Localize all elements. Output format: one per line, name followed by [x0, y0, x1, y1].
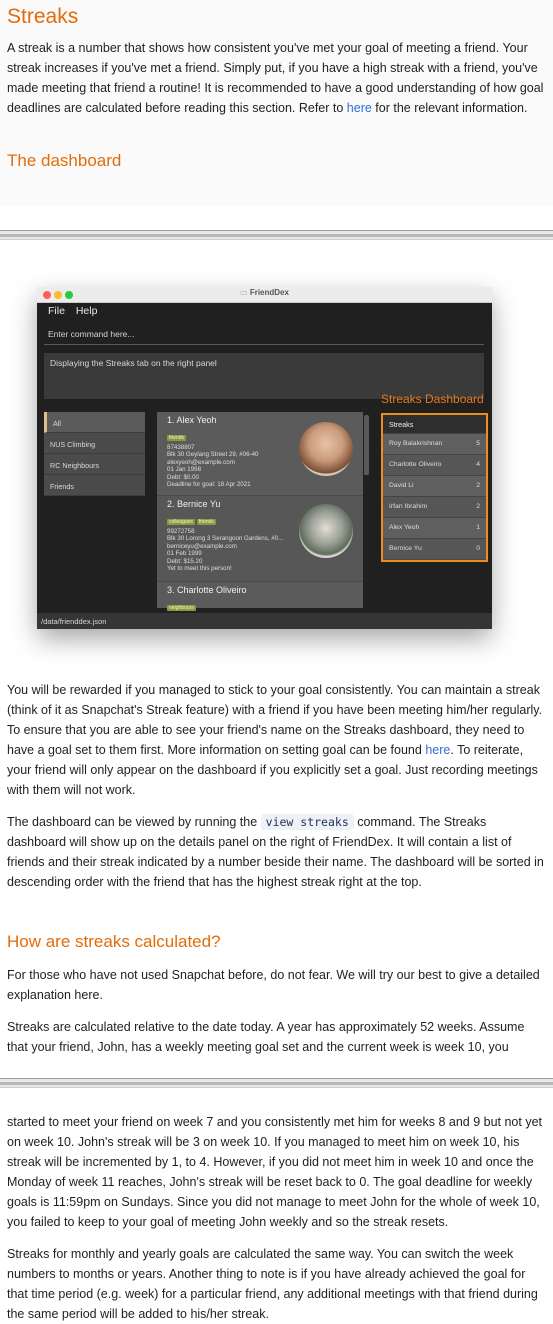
- window-title: [37, 288, 492, 297]
- person-address: Blk 30 Lorong 3 Serangoon Gardens, #0...: [167, 535, 284, 543]
- status-bar-file-path: /data/frienddex.json: [37, 613, 492, 629]
- streak-friend-name: Bernice Yu: [389, 545, 422, 552]
- person-goal-status: Yet to meet this person!: [167, 565, 232, 573]
- section-streaks: [0, 0, 553, 172]
- rewards-text-end: . To reiterate, your friend will only appear on the dashboard if you explicitly set a goal. Just recording meetings with them will not work.: [7, 743, 538, 797]
- streak-count: 1: [476, 524, 480, 531]
- streak-count: 2: [476, 503, 480, 510]
- frienddex-window: [37, 287, 492, 629]
- streak-friend-name: Charlotte Oliveiro: [389, 461, 442, 468]
- person-card[interactable]: [157, 412, 363, 496]
- rewards-paragraph: [7, 680, 546, 800]
- view-streaks-command: view streaks: [261, 814, 354, 830]
- person-name: 2. Bernice Yu: [167, 499, 221, 509]
- dashboard-heading: The dashboard: [7, 151, 122, 170]
- streak-row: [383, 454, 486, 475]
- person-goal-deadline: Deadline for goal: 18 Apr 2021: [167, 481, 251, 489]
- streak-friend-name: Roy Balakrishnan: [389, 440, 443, 447]
- person-email: berniceyu@example.com: [167, 542, 237, 550]
- intro-text: A streak is a number that shows how consistent you've met your goal of meeting a friend. Your streak increases if you've met a friend. Simply put, if you have a high streak with a friend, you've made meeting that friend a routine! It is recommended to have a good understanding of how goal deadlines are calculated before reading this section. Refer to: [7, 41, 544, 115]
- streak-row: [383, 475, 486, 496]
- streak-row: [383, 433, 486, 454]
- command-input[interactable]: Enter command here...: [44, 325, 484, 345]
- person-name: 3. Charlotte Oliveiro: [167, 585, 247, 595]
- view-command-text-end: command. The Streaks dashboard will show up on the details panel on the right of FriendDex. It will contain a list of friends and their streak indicated by a number beside their name. The dashboard will be sorted in descending order with the friend that has the highest streak right at the top.: [7, 815, 544, 889]
- person-email: alexyeoh@example.com: [167, 458, 235, 466]
- streak-count: 0: [476, 545, 480, 552]
- view-command-paragraph: [7, 812, 546, 892]
- streak-friend-name: David Li: [389, 482, 414, 489]
- streak-row: [383, 517, 486, 538]
- person-name: 1. Alex Yeoh: [167, 415, 217, 425]
- tag-badge: colleagues: [169, 519, 193, 525]
- view-command-text: The dashboard can be viewed by running the: [7, 815, 261, 829]
- person-birthday: 01 Jan 1998: [167, 466, 202, 474]
- filter-item-all[interactable]: All: [44, 412, 145, 433]
- avatar: [299, 422, 353, 476]
- intro-text-end: for the relevant information.: [371, 101, 528, 115]
- other-goals-paragraph: Streaks for monthly and yearly goals are calculated the same way. You can switch the week numbers to months or years. Another thing to note is if you have already achieved the goal for that time period (e.g. week) for a particular friend, any additional meetings with that friend during the same period will be added to his/her streak.: [7, 1247, 538, 1321]
- tag-badge: friends: [169, 435, 185, 441]
- person-card[interactable]: [157, 582, 363, 617]
- calculation-heading: How are streaks calculated?: [7, 932, 221, 951]
- menu-bar: [37, 303, 492, 319]
- person-phone: 99272758: [167, 528, 195, 535]
- streak-friend-name: Irfan Ibrahim: [389, 503, 428, 510]
- filter-item-nus-climbing[interactable]: NUS Climbing: [44, 433, 145, 454]
- folder-icon: ▭: [240, 288, 250, 297]
- window-titlebar: [37, 287, 492, 303]
- page-title: Streaks: [7, 5, 79, 28]
- avatar: [299, 504, 353, 558]
- streak-count: 5: [476, 440, 480, 447]
- filter-item-rc-neighbours[interactable]: RC Neighbours: [44, 454, 145, 475]
- person-phone: 87438807: [167, 444, 195, 451]
- person-address: Blk 30 Geylang Street 29, #06-40: [167, 451, 259, 459]
- calculation-paragraph: Streaks are calculated relative to the date today. A year has approximately 52 weeks. Assume that your friend, John, has a weekly meeting goal set and the current week is week 10, you: [7, 1020, 525, 1054]
- page-divider: [0, 1078, 553, 1088]
- intro-paragraph: [7, 38, 546, 118]
- person-birthday: 01 Feb 1999: [167, 550, 202, 558]
- window-title-text: FriendDex: [249, 288, 289, 297]
- streak-friend-name: Alex Yeoh: [389, 524, 420, 531]
- streaks-dashboard-title: Streaks Dashboard: [381, 392, 484, 406]
- person-list: [157, 412, 363, 611]
- tag-badge: neighbours: [169, 605, 194, 611]
- filter-item-friends[interactable]: Friends: [44, 475, 145, 496]
- result-display: Displaying the Streaks tab on the right panel: [44, 353, 484, 399]
- streaks-dashboard: [381, 413, 488, 562]
- group-filter-list: [44, 412, 145, 496]
- snapchat-paragraph: For those who have not used Snapchat before, do not fear. We will try our best to give a detailed explanation here.: [7, 968, 540, 1002]
- section-dashboard-details: [0, 680, 553, 1057]
- page-divider: [0, 230, 553, 240]
- streak-row: [383, 538, 486, 559]
- streak-count: 4: [476, 461, 480, 468]
- rewards-text: You will be rewarded if you managed to stick to your goal consistently. You can maintain a streak (think of it as Snapchat's Streak feature) with a friend if you have been meeting him/her regularly. To ensure that you are able to see your friend's name on the Streaks dashboard, they need to have a goal set to them first. More information on setting goal can be found: [7, 683, 543, 757]
- section-calculation-continued: [0, 1112, 553, 1324]
- streak-count: 2: [476, 482, 480, 489]
- person-card[interactable]: [157, 496, 363, 582]
- person-list-scrollbar[interactable]: [364, 415, 369, 475]
- menu-file[interactable]: File: [48, 305, 65, 317]
- streaks-dashboard-header: Streaks: [383, 415, 486, 433]
- streak-row: [383, 496, 486, 517]
- goal-deadline-link[interactable]: here: [346, 101, 372, 115]
- person-debt: Debt: $15.20: [167, 557, 203, 565]
- example-paragraph: started to meet your friend on week 7 and you consistently met him for weeks 8 and 9 but not yet on week 10. John's streak will be 3 on week 10. If you managed to meet him on week 10, his streak will be incremented by 1, to 4. However, if you did not meet him in week 10 and once the Monday of week 11 reaches, John's streak will be reset back to 0. The goal deadline for weekly goals is 11:59pm on Sundays. Since you did not manage to meet John for the whole of week 10, you failed to keep to your goal of meeting John weekly and so the streak resets.: [7, 1115, 543, 1229]
- person-debt: Debt: $0.00: [167, 473, 199, 481]
- tag-badge: friends: [198, 519, 214, 525]
- menu-help[interactable]: Help: [75, 305, 98, 317]
- set-goal-link[interactable]: here: [425, 743, 451, 757]
